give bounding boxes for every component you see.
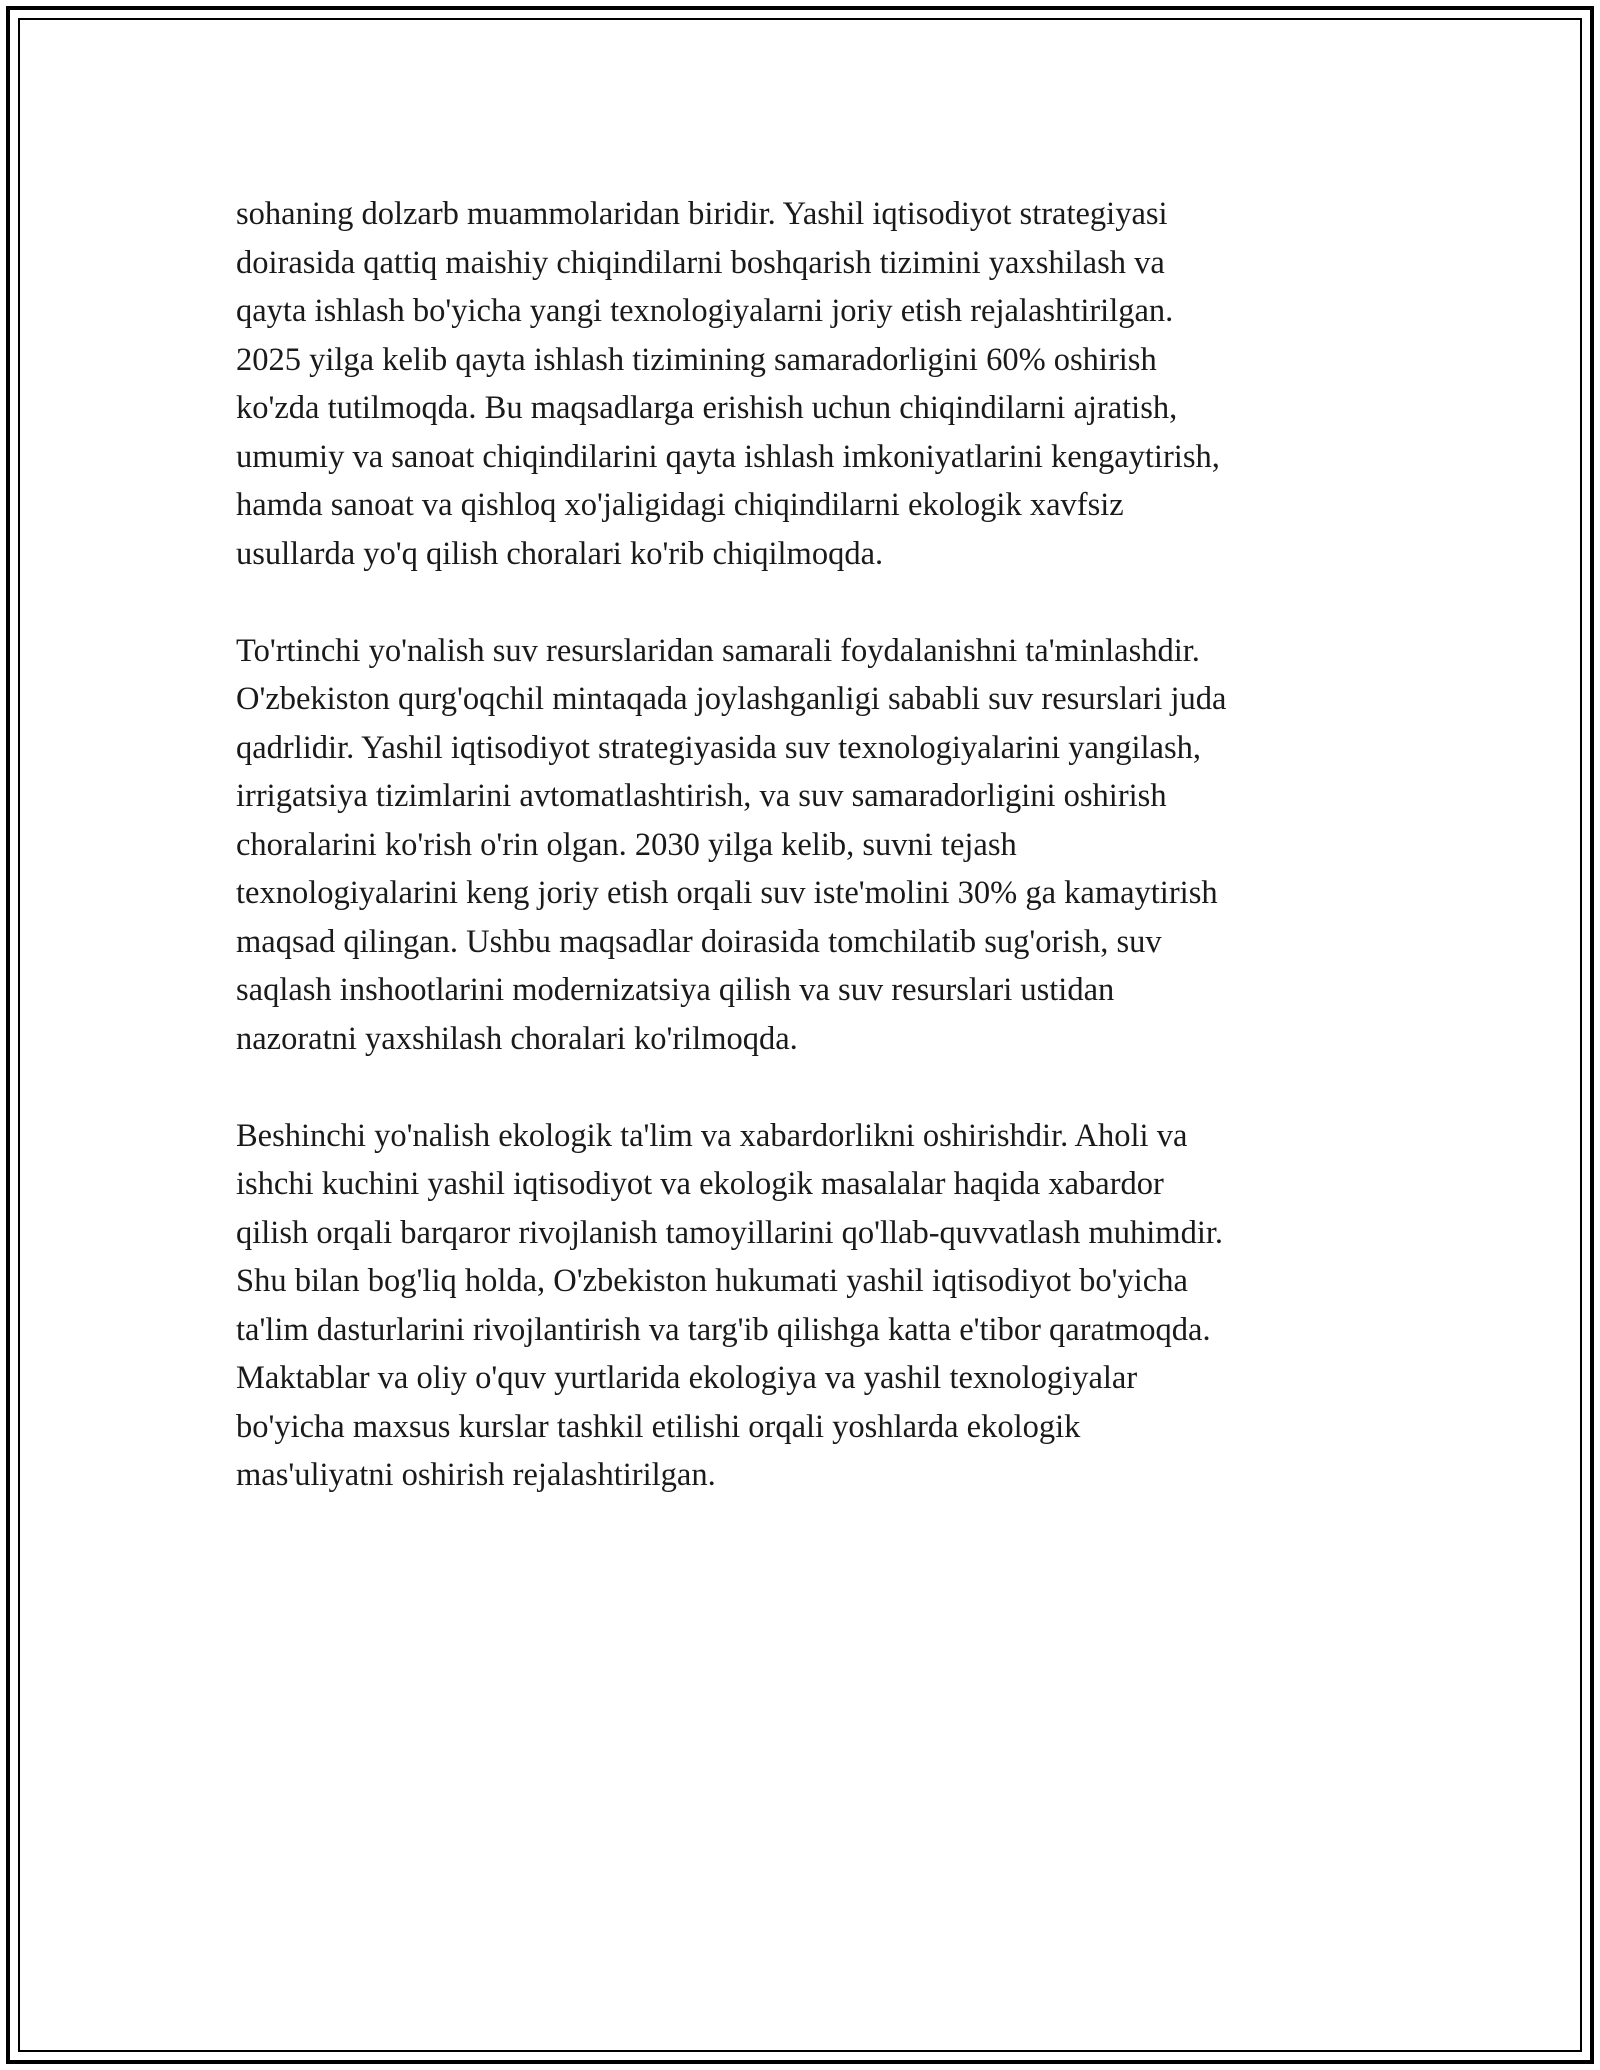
- text-line: To'rtinchi yo'nalish suv resurslaridan samarali foydalanishni ta'minlashdir.: [236, 632, 1200, 669]
- text-line: ta'lim dasturlarini rivojlantirish va targ'ib qilishga katta e'tibor qaratmoqda.: [236, 1311, 1211, 1348]
- text-line: hamda sanoat va qishloq xo'jaligidagi chiqindilarni ekologik xavfsiz: [236, 487, 1124, 523]
- text-line: nazoratni yaxshilash choralari ko'rilmoqda.: [236, 1020, 798, 1057]
- paragraph-water-resources: [236, 627, 1376, 1064]
- text-line: O'zbekiston qurg'oqchil mintaqada joylashganligi sababli suv resurslari juda: [236, 681, 1227, 717]
- text-line: choralarini ko'rish o'rin olgan. 2030 yilga kelib, suvni tejash: [236, 826, 1017, 863]
- text-line: doirasida qattiq maishiy chiqindilarni boshqarish tizimini yaxshilash va: [236, 244, 1165, 281]
- text-line: texnologiyalarini keng joriy etish orqali suv iste'molini 30% ga kamaytirish: [236, 875, 1218, 911]
- document-body: [236, 190, 1376, 1548]
- text-line: Maktablar va oliy o'quv yurtlarida ekologiya va yashil texnologiyalar: [236, 1360, 1138, 1396]
- text-line: mas'uliyatni oshirish rejalashtirilgan.: [236, 1457, 716, 1493]
- text-line: Beshinchi yo'nalish ekologik ta'lim va xabardorlikni oshirishdir. Aholi va: [236, 1117, 1188, 1154]
- paragraph-ecological-education: [236, 1112, 1376, 1500]
- text-line: qayta ishlash bo'yicha yangi texnologiyalarni joriy etish rejalashtirilgan.: [236, 293, 1174, 329]
- text-line: bo'yicha maxsus kurslar tashkil etilishi orqali yoshlarda ekologik: [236, 1408, 1081, 1445]
- text-line: qilish orqali barqaror rivojlanish tamoyillarini qo'llab-quvvatlash muhimdir.: [236, 1214, 1223, 1251]
- text-line: ishchi kuchini yashil iqtisodiyot va ekologik masalalar haqida xabardor: [236, 1166, 1164, 1202]
- text-line: sohaning dolzarb muammolaridan biridir. Yashil iqtisodiyot strategiyasi: [236, 196, 1168, 232]
- text-line: 2025 yilga kelib qayta ishlash tizimining samaradorligini 60% oshirish: [236, 341, 1157, 378]
- text-line: maqsad qilingan. Ushbu maqsadlar doirasida tomchilatib sug'orish, suv: [236, 923, 1162, 960]
- text-line: usullarda yo'q qilish choralari ko'rib chiqilmoqda.: [236, 535, 884, 572]
- paragraph-waste-management: [236, 190, 1376, 578]
- text-line: saqlash inshootlarini modernizatsiya qilish va suv resurslari ustidan: [236, 972, 1115, 1008]
- text-line: Shu bilan bog'liq holda, O'zbekiston hukumati yashil iqtisodiyot bo'yicha: [236, 1263, 1188, 1299]
- text-line: irrigatsiya tizimlarini avtomatlashtirish, va suv samaradorligini oshirish: [236, 778, 1167, 814]
- text-line: umumiy va sanoat chiqindilarini qayta ishlash imkoniyatlarini kengaytirish,: [236, 438, 1220, 475]
- text-line: ko'zda tutilmoqda. Bu maqsadlarga erishish uchun chiqindilarni ajratish,: [236, 390, 1178, 426]
- text-line: qadrlidir. Yashil iqtisodiyot strategiyasida suv texnologiyalarini yangilash,: [236, 729, 1201, 766]
